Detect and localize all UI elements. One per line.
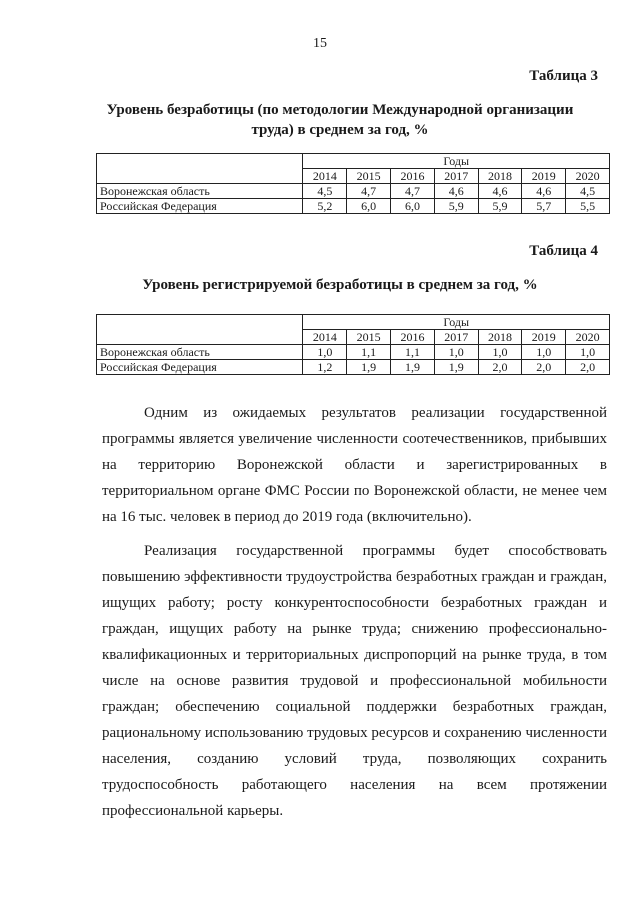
table3-cell: 5,7 <box>522 199 566 214</box>
table4-header-row <box>97 315 610 330</box>
table4-label: Таблица 4 <box>529 243 598 259</box>
body-text <box>102 400 607 824</box>
paragraph: Одним из ожидаемых результатов реализации государственной программы является увеличение численности соотечественников, прибывших на территорию Воронежской области и зарегистрированных в территориальном органе ФМС России по Воронежской области, не менее чем на 16 тыс. человек в период до 2019 года (включительно). <box>102 405 607 525</box>
table4-year: 2019 <box>522 330 566 345</box>
table3 <box>96 153 610 214</box>
table-row <box>97 184 610 199</box>
table4 <box>96 314 610 375</box>
table4-cell: 1,0 <box>434 345 478 360</box>
table3-cell: 5,9 <box>478 199 522 214</box>
table3-region: Российская Федерация <box>97 199 303 214</box>
table4-years-header: Годы <box>303 315 610 330</box>
table3-cell: 4,7 <box>347 184 391 199</box>
table4-cell: 1,2 <box>303 360 347 375</box>
table4-corner-cell <box>97 315 303 345</box>
table4-title: Уровень регистрируемой безработицы в среднем за год, % <box>142 277 538 293</box>
table4-year: 2018 <box>478 330 522 345</box>
table-row <box>97 199 610 214</box>
table4-year: 2014 <box>303 330 347 345</box>
table3-cell: 5,2 <box>303 199 347 214</box>
table3-year: 2016 <box>391 169 435 184</box>
table3-region: Воронежская область <box>97 184 303 199</box>
table3-title-line1: Уровень безработицы (по методологии Международной организации <box>106 102 574 118</box>
table3-corner-cell <box>97 154 303 184</box>
table4-cell: 2,0 <box>522 360 566 375</box>
table3-year: 2020 <box>566 169 610 184</box>
table4-year: 2016 <box>391 330 435 345</box>
table3-year: 2019 <box>522 169 566 184</box>
table4-year: 2017 <box>434 330 478 345</box>
table-row <box>97 345 610 360</box>
paragraph: Реализация государственной программы будет способствовать повышению эффективности трудоустройства безработных граждан и граждан, ищущих работу; росту конкурентоспособности безработных граждан и граждан, ищущих работу на рынке труда; снижению профессионально-квалификационных и территориальных диспропорций на рынке труда, в том числе на основе развития трудовой и профессиональной мобильности граждан; обеспечению социальной поддержки безработных граждан, рациональному использованию трудовых ресурсов и сохранению численности населения, созданию условий труда, позволяющих сохранить трудоспособность работающего населения на всем протяжении профессиональной карьеры. <box>102 543 607 819</box>
table3-cell: 6,0 <box>391 199 435 214</box>
table-row <box>97 360 610 375</box>
table3-label: Таблица 3 <box>529 68 598 84</box>
table3-title-line2: труда) в среднем за год, % <box>251 122 429 138</box>
table3-cell: 4,5 <box>566 184 610 199</box>
table4-cell: 2,0 <box>566 360 610 375</box>
table3-cell: 6,0 <box>347 199 391 214</box>
table3-cell: 4,6 <box>478 184 522 199</box>
table3-cell: 4,5 <box>303 184 347 199</box>
table4-region: Российская Федерация <box>97 360 303 375</box>
table3-year: 2015 <box>347 169 391 184</box>
table3-cell: 5,5 <box>566 199 610 214</box>
table4-cell: 2,0 <box>478 360 522 375</box>
table3-year: 2014 <box>303 169 347 184</box>
table4-year: 2015 <box>347 330 391 345</box>
table4-cell: 1,0 <box>566 345 610 360</box>
table4-cell: 1,0 <box>303 345 347 360</box>
table3-year: 2017 <box>434 169 478 184</box>
table4-cell: 1,1 <box>391 345 435 360</box>
table3-header-row <box>97 154 610 169</box>
table3-cell: 4,6 <box>522 184 566 199</box>
table4-cell: 1,0 <box>522 345 566 360</box>
table3-cell: 4,6 <box>434 184 478 199</box>
table4-cell: 1,1 <box>347 345 391 360</box>
table4-cell: 1,0 <box>478 345 522 360</box>
table4-cell: 1,9 <box>434 360 478 375</box>
table3-cell: 5,9 <box>434 199 478 214</box>
table4-cell: 1,9 <box>391 360 435 375</box>
page-number: 15 <box>313 36 327 51</box>
table3-cell: 4,7 <box>391 184 435 199</box>
table3-year: 2018 <box>478 169 522 184</box>
table3-years-header: Годы <box>303 154 610 169</box>
table4-year: 2020 <box>566 330 610 345</box>
table3-title <box>60 100 620 140</box>
table4-cell: 1,9 <box>347 360 391 375</box>
table4-region: Воронежская область <box>97 345 303 360</box>
